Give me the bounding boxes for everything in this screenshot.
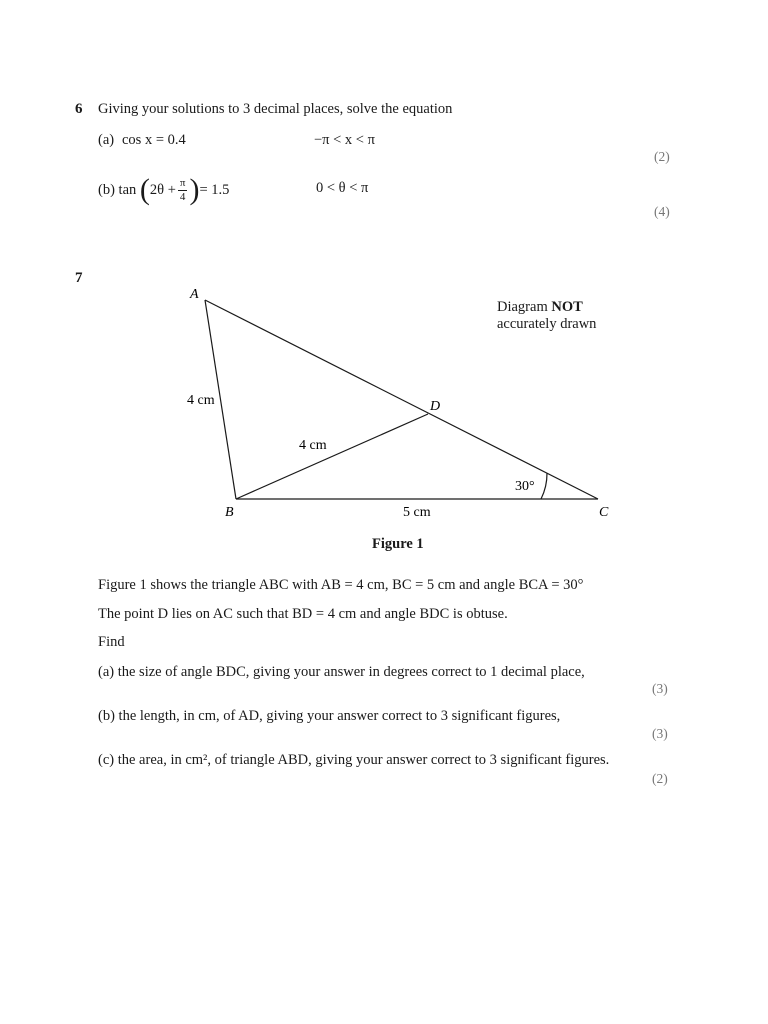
q6b-frac-den: 4 [179, 190, 186, 203]
q7c-marks: (2) [652, 771, 668, 786]
ab-length-label: 4 cm [187, 393, 215, 408]
q7c-text: the area, in cm², of triangle ABD, giving your answer correct to 3 significant figures. [117, 752, 610, 768]
q6b-range: 0 < θ < π [316, 180, 369, 196]
q7-part-b [98, 708, 560, 725]
q6b-label: (b) [98, 181, 115, 198]
question-6-intro: Giving your solutions to 3 decimal places, solve the equation [98, 101, 453, 117]
diagram-note-word: Diagram [497, 299, 548, 315]
point-d-label: D [430, 399, 441, 414]
q6b-marks: (4) [654, 204, 670, 219]
q7b-label: (b) [98, 708, 115, 724]
q7c-label: (c) [98, 752, 115, 768]
q7a-marks: (3) [652, 681, 668, 696]
diagram-note-not: NOT [551, 299, 583, 315]
vertex-c-label: C [599, 505, 609, 520]
vertex-b-label: B [225, 505, 234, 520]
q7b-text: the length, in cm, of AD, giving your answer correct to 3 significant figures, [118, 708, 561, 724]
q7a-text: the size of angle BDC, giving your answer in degrees correct to 1 decimal place, [117, 664, 585, 680]
figure-caption: Figure 1 [372, 536, 424, 552]
q7-text-2: The point D lies on AC such that BD = 4 cm and angle BDC is obtuse. [98, 606, 508, 622]
q7-part-a [98, 664, 585, 681]
question-7-number: 7 [75, 270, 83, 286]
segment-bd [236, 414, 428, 499]
q7b-marks: (3) [652, 726, 668, 741]
q7-find: Find [98, 634, 125, 650]
q6a-label: (a) [98, 132, 115, 148]
diagram-note [497, 299, 596, 333]
angle-c-arc [541, 473, 547, 499]
q6b-frac-num: π [179, 176, 186, 189]
q6a-range: −π < x < π [314, 132, 375, 148]
q7a-label: (a) [98, 664, 115, 680]
q6b-func: tan [118, 181, 137, 198]
q7-text-1: Figure 1 shows the triangle ABC with AB = 4 cm, BC = 5 cm and angle BCA = 30° [98, 577, 584, 593]
diagram-note-line2: accurately drawn [497, 316, 597, 332]
bd-length-label: 4 cm [299, 438, 327, 453]
q7-part-c [98, 752, 609, 769]
q6b-rhs: = 1.5 [199, 181, 230, 198]
q6a-marks: (2) [654, 149, 670, 164]
q6a-equation: cos x = 0.4 [122, 132, 186, 148]
question-6-number: 6 [75, 101, 83, 117]
bc-length-label: 5 cm [403, 505, 431, 520]
q6b-inner: 2θ + [149, 181, 176, 198]
q6b-right-paren: ) [189, 173, 200, 206]
vertex-a-label: A [190, 287, 199, 302]
angle-c-label: 30° [515, 479, 535, 494]
q6b-left-paren: ( [139, 173, 150, 206]
